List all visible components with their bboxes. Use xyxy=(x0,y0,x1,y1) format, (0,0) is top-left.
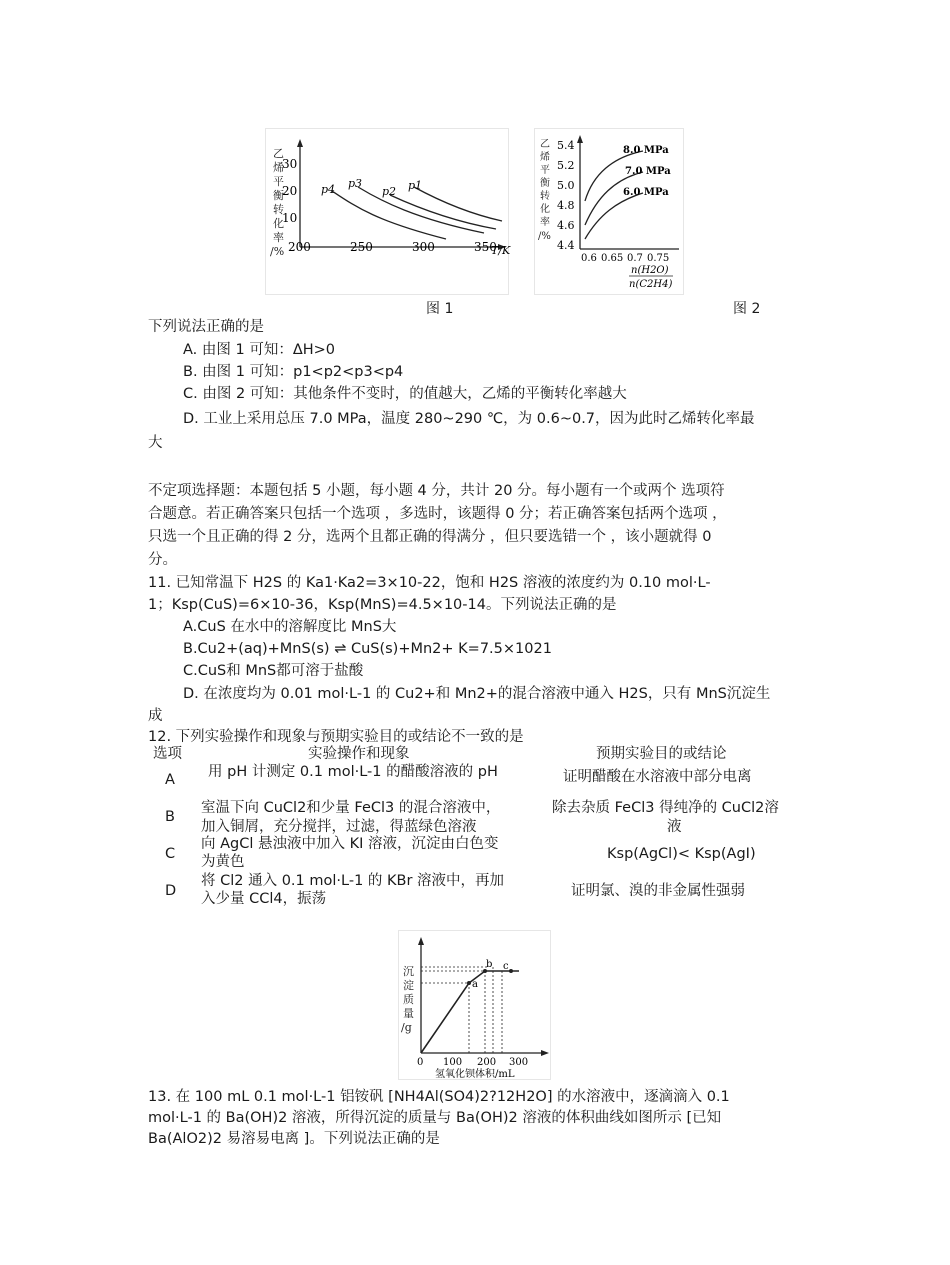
fig1-curve-label: p1 xyxy=(408,179,423,192)
q12-row-d-operation: 将 Cl2 通入 0.1 mol·L-1 的 KBr 溶液中，再加 xyxy=(201,873,505,889)
svg-text:转: 转 xyxy=(540,191,550,202)
q12-row-d-conclusion: 证明氯、溴的非金属性强弱 xyxy=(571,883,745,899)
fig1-ytick: 10 xyxy=(282,211,298,225)
fig3-xlabel: 氢氧化钡体积/mL xyxy=(435,1069,515,1080)
fig2-curve-label: 7.0 MPa xyxy=(625,166,671,177)
q13-stem: 13. 在 100 mL 0.1 mol·L-1 铝铵矾 [NH4Al(SO4)2?12H2O] 的水溶液中，逐滴滴入 0.1 xyxy=(148,1089,730,1105)
fig1-xtick: 350 xyxy=(474,240,497,254)
fig1-xtick: 250 xyxy=(350,240,373,254)
q12-row-b-option: B xyxy=(165,809,175,825)
q10-stem: 下列说法正确的是 xyxy=(148,319,264,335)
svg-text:转: 转 xyxy=(273,203,284,216)
figure-1 xyxy=(265,128,509,295)
svg-text:沉: 沉 xyxy=(403,965,414,978)
q12-row-b-operation: 室温下向 CuCl2和少量 FeCl3 的混合溶液中， xyxy=(201,800,501,816)
section-instructions-line: 只选一个且正确的得 2 分，选两个且都正确的得满分 ，但只要选错一个 ，该小题就得 0 xyxy=(148,529,712,545)
q12-header-operation: 实验操作和现象 xyxy=(308,746,410,762)
svg-text:乙: 乙 xyxy=(540,139,550,150)
fig3-ylabel xyxy=(401,965,414,1034)
q12-row-a-option: A xyxy=(165,772,175,788)
figure-1-chart xyxy=(266,129,511,294)
fig1-curve-p4 xyxy=(332,191,446,239)
svg-text:烯: 烯 xyxy=(273,161,284,174)
figure-2-caption: 图 2 xyxy=(733,301,761,317)
q10-option-d: D. 工业上采用总压 7.0 MPa，温度 280~290 ℃，为 0.6~0.7，因为此时乙烯转化率最 xyxy=(183,411,755,427)
svg-text:淀: 淀 xyxy=(403,979,414,992)
q11-option-c: C.CuS和 MnS都可溶于盐酸 xyxy=(183,663,364,679)
svg-text:量: 量 xyxy=(403,1007,414,1020)
fig2-ylabel xyxy=(538,138,551,242)
q12-row-d-option: D xyxy=(165,883,177,899)
q12-row-b-operation-cont: 加入铜屑，充分搅拌，过滤，得蓝绿色溶液 xyxy=(201,819,477,835)
fig3-label-a: a xyxy=(472,979,478,990)
fig3-label-b: b xyxy=(486,959,493,970)
q11-stem: 11. 已知常温下 H2S 的 Ka1·Ka2=3×10-22，饱和 H2S 溶液的浓度约为 0.10 mol·L- xyxy=(148,575,711,591)
fig2-curve-label: 6.0 MPa xyxy=(623,187,669,198)
q12-stem: 12. 下列实验操作和现象与预期实验目的或结论不一致的是 xyxy=(148,729,524,745)
svg-text:率: 率 xyxy=(273,231,284,244)
q12-row-c-operation: 向 AgCl 悬浊液中加入 KI 溶液，沉淀由白色变 xyxy=(201,836,499,852)
fig2-ytick: 4.6 xyxy=(557,219,575,232)
svg-text:烯: 烯 xyxy=(540,152,550,163)
q12-row-c-conclusion: Ksp(AgCl)< Ksp(AgI) xyxy=(607,846,756,862)
fig3-xtick: 300 xyxy=(509,1057,529,1068)
q10-option-c: C. 由图 2 可知：其他条件不变时，的值越大，乙烯的平衡转化率越大 xyxy=(183,386,627,402)
figure-2-chart xyxy=(535,129,683,294)
q10-option-b: B. 由图 1 可知：p1<p2<p3<p4 xyxy=(183,364,404,380)
svg-text:平: 平 xyxy=(540,165,550,176)
fig1-ytick: 20 xyxy=(282,184,298,198)
fig2-ytick: 4.4 xyxy=(557,239,575,252)
fig2-ytick: 5.4 xyxy=(557,139,575,152)
q11-option-b: B.Cu2+(aq)+MnS(s) ⇌ CuS(s)+Mn2+ K=7.5×1021 xyxy=(183,641,552,657)
q12-header-option: 选项 xyxy=(153,746,182,762)
q12-header-conclusion: 预期实验目的或结论 xyxy=(596,746,727,762)
svg-text:质: 质 xyxy=(403,993,414,1006)
q12-row-c-option: C xyxy=(165,846,176,862)
section-instructions-line: 分。 xyxy=(148,552,177,568)
fig1-curve-p1 xyxy=(414,187,502,221)
fig1-xlabel: T/K xyxy=(491,244,511,257)
fig1-ytick: 30 xyxy=(282,157,298,171)
fig3-xtick: 100 xyxy=(443,1057,463,1068)
fig2-curve-label: 8.0 MPa xyxy=(623,145,669,156)
fig3-label-c: c xyxy=(503,961,509,972)
fig1-curve-label: p4 xyxy=(321,183,336,196)
q11-option-d: D. 在浓度均为 0.01 mol·L-1 的 Cu2+和 Mn2+的混合溶液中通入 H2S，只有 MnS沉淀生 xyxy=(183,686,771,702)
fig2-curve-6mpa xyxy=(585,193,643,239)
svg-text:化: 化 xyxy=(540,204,550,215)
q10-option-a: A. 由图 1 可知：ΔH>0 xyxy=(183,342,336,358)
fig1-xtick: 200 xyxy=(288,240,311,254)
fig3-xtick: 0 xyxy=(417,1057,424,1068)
fig2-xtick: 0.6 xyxy=(581,253,597,264)
q11-stem-cont: 1；Ksp(CuS)=6×10-36，Ksp(MnS)=4.5×10-14。下列说法正确的是 xyxy=(148,597,617,613)
q12-row-b-conclusion: 除去杂质 FeCl3 得纯净的 CuCl2溶 xyxy=(552,800,779,816)
fig2-xtick: 0.65 xyxy=(601,253,624,264)
fig2-curve-7mpa xyxy=(585,172,643,225)
svg-text:衡: 衡 xyxy=(273,189,284,202)
svg-text:率: 率 xyxy=(540,217,550,228)
fig2-xtick: 0.75 xyxy=(647,253,670,264)
q11-option-a: A.CuS 在水中的溶解度比 MnS大 xyxy=(183,619,397,635)
fig1-curve-p2 xyxy=(390,195,496,229)
fig1-curve-label: p2 xyxy=(382,185,397,198)
fig3-point-c xyxy=(509,969,513,973)
q12-row-a-operation: 用 pH 计测定 0.1 mol·L-1 的醋酸溶液的 pH xyxy=(208,764,498,780)
figure-3 xyxy=(398,930,551,1080)
svg-text:乙: 乙 xyxy=(273,147,284,160)
fig2-ytick: 5.2 xyxy=(557,159,575,172)
q12-row-c-operation-cont: 为黄色 xyxy=(201,854,245,870)
fig2-xlabel-num: n(H2O) xyxy=(631,265,669,276)
svg-text:/%: /% xyxy=(538,231,551,242)
q12-row-d-operation-cont: 入少量 CCl4，振荡 xyxy=(201,891,327,907)
q13-stem-cont: Ba(AlO2)2 易溶易电离 ]。下列说法正确的是 xyxy=(148,1131,440,1147)
fig1-curve-label: p3 xyxy=(348,177,363,190)
fig1-xtick: 300 xyxy=(412,240,435,254)
section-instructions-line: 不定项选择题：本题包括 5 小题，每小题 4 分，共计 20 分。每小题有一个或两个 选项符 xyxy=(148,483,725,499)
q10-option-d-cont: 大 xyxy=(148,435,163,451)
fig3-xtick: 200 xyxy=(477,1057,497,1068)
q12-row-b-conclusion-cont: 液 xyxy=(667,819,682,835)
fig2-ytick: 4.8 xyxy=(557,199,575,212)
figure-2 xyxy=(534,128,684,295)
svg-text:平: 平 xyxy=(273,175,284,188)
q11-option-d-cont: 成 xyxy=(148,708,163,724)
figure-3-chart xyxy=(399,931,550,1079)
svg-text:衡: 衡 xyxy=(540,178,550,189)
svg-text:化: 化 xyxy=(273,217,284,230)
fig2-xlabel-den: n(C2H4) xyxy=(629,279,673,290)
fig2-ytick: 5.0 xyxy=(557,179,575,192)
q13-stem-cont: mol·L-1 的 Ba(OH)2 溶液，所得沉淀的质量与 Ba(OH)2 溶液的体积曲线如图所示 [已知 xyxy=(148,1110,722,1126)
fig3-point-a xyxy=(467,981,471,985)
figure-1-caption: 图 1 xyxy=(426,301,454,317)
svg-text:/g: /g xyxy=(401,1021,412,1034)
fig2-xtick: 0.7 xyxy=(627,253,643,264)
section-instructions-line: 合题意。若正确答案只包括一个选项 ，多选时，该题得 0 分；若正确答案包括两个选项 ， xyxy=(148,506,727,522)
svg-text:/%: /% xyxy=(270,245,285,258)
q12-row-a-conclusion: 证明醋酸在水溶液中部分电离 xyxy=(563,769,752,785)
